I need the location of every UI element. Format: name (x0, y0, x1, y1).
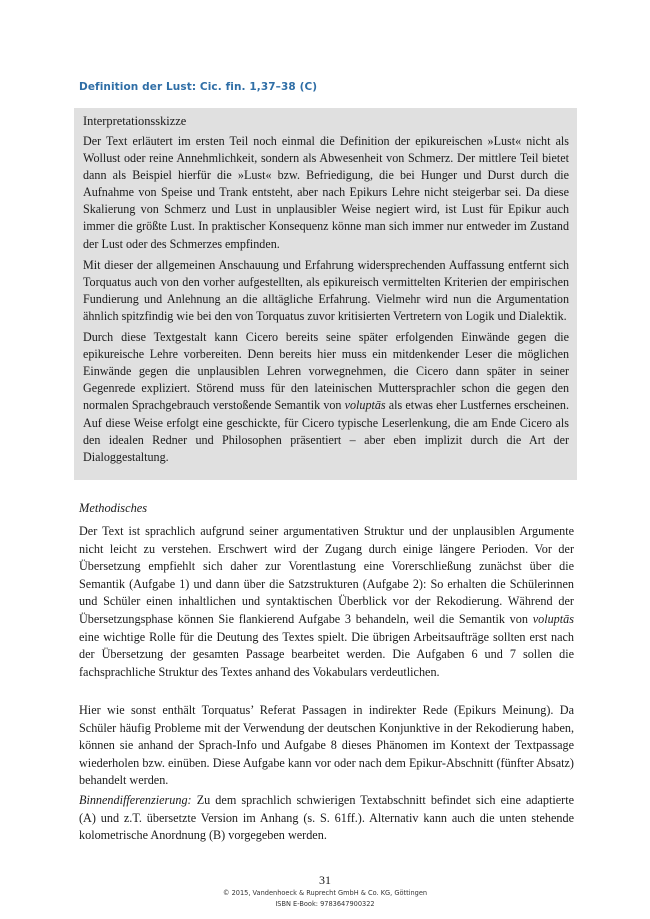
section-heading: Definition der Lust: Cic. fin. 1,37–38 (C) (79, 81, 318, 93)
paragraph-text: Durch diese Textgestalt kann Cicero bereits seine später erfolgenden Einwände gegen die epikureische Lehre vorbereiten. Denn bereits hier muss ein mitdenkender Leser die möglichen Einwände gegen die unplausiblen Lehren vorwegnehmen, die Cicero dann später in seiner Gegenrede expliziert. Störend muss für den lateinischen Muttersprachler schon die gegen den normalen Sprachgebrauch verstoßende Semantik von (83, 330, 569, 413)
page-number: 31 (319, 873, 331, 887)
latin-term: voluptās (532, 611, 574, 626)
paragraph-text: eine wichtige Rolle für die Deutung des Textes spielt. Die übrigen Arbeitsaufträge sollten erst nach der Übersetzung der gesamten Passage bearbeitet werden. Die Aufgaben 6 und 7 sollen die fachsprachliche Struktur des Textes anhand des Vokabulars verdeutlichen. (79, 629, 574, 679)
paragraph-text: Zu dem sprachlich schwierigen Textabschnitt befindet sich eine adaptierte (A) und z.T. übersetzte Version im Anhang (s. S. 61ff.). Alternativ kann auch die unten stehende kolometrische Anordnung (B) vorgegeben werden. (79, 793, 574, 843)
methodisches-paragraph-1 (79, 523, 574, 681)
interpretation-paragraph-3 (83, 329, 569, 466)
paragraph-text: Der Text ist sprachlich aufgrund seiner argumentativen Struktur und der unplausiblen Argumente nicht leicht zu verstehen. Erschwert wird der Zugang durch einige längere Perioden. Vor der Übersetzung empfiehlt sich daher zur Vorentlastung eine Vorerschließung zunächst über die Semantik (Aufgabe 1) und dann über die Satzstrukturen (Aufgabe 2): So erhalten die Schülerinnen und Schüler einen inhaltlichen und syntaktischen Überblick vor der Rekodierung. Während der Übersetzungsphase können Sie flankierend Aufgabe 3 behandeln, weil die Semantik von (79, 524, 574, 626)
interpretation-box (74, 108, 577, 480)
methodisches-paragraph-3 (79, 792, 574, 845)
paragraph-text: als etwas eher Lustfernes erscheinen. Auf diese Weise erfolgt eine geschickte, für Cicero typische Leserlenkung, die am Ende Cicero als den idealen Redner und Philosophen präsentiert – aber eben implizit durch die Art der Dialoggestaltung. (83, 398, 569, 464)
interpretation-paragraph-1: Der Text erläutert im ersten Teil noch einmal die Definition der epikureischen »Lust« nicht als Wollust oder reine Annehmlichkeit, sondern als Abwesenheit von Schmerz. Der mittlere Teil bietet dann als Beispiel hierfür die »Lust« bzw. Befriedigung, die bei Hunger und Durst durch die Aufnahme von Speise und Trank entsteht, aber nach Epikurs Lehre nicht steigerbar sei. Da diese Skalierung von Schmerz und Lust in unplausibler Weise negiert wird, ist Lust für Epikur auch immer die größte Lust. In praktischer Konsequenz könne man sich immer nur entweder im Zustand der Lust oder des Schmerzes empfinden. (83, 134, 569, 251)
interpretation-content (83, 114, 569, 470)
copyright-footer: © 2015, Vandenhoeck & Ruprecht GmbH & Co. KG, Göttingen (222, 889, 428, 897)
latin-term: voluptās (344, 398, 386, 413)
methodisches-paragraph-2: Hier wie sonst enthält Torquatus’ Referat Passagen in indirekter Rede (Epikurs Meinung). Da Schüler häufig Probleme mit der Verwendung der deutschen Konjunktive in der Rekodierung haben, können sie anhand der Sprach-Info und Aufgabe 8 dieses Phänomen im Kontext der Textpassage wiederholen bzw. einüben. Diese Aufgabe kann vor oder nach dem Epikur-Abschnitt (fünfter Absatz) behandelt werden. (79, 703, 574, 788)
binnendifferenzierung-label: Binnendifferenzierung: (79, 793, 192, 807)
interpretation-paragraph-2: Mit dieser der allgemeinen Anschauung und Erfahrung widersprechenden Auffassung entfernt sich Torquatus auch von den vorher aufgestellten, als epikureisch vermittelten Kriterien der empirischen Fundierung und Anlehnung an die alltägliche Erfahrung. Vielmehr wird nun die Argumentation ähnlich spitzfindig wie bei den von Torquatus zuvor kritisierten Vertretern von Logik und Dialektik. (83, 257, 569, 323)
methodisches-heading: Methodisches (79, 501, 148, 515)
interpretation-title: Interpretationsskizze (83, 114, 187, 128)
isbn-footer: ISBN E-Book: 9783647900322 (275, 900, 375, 908)
